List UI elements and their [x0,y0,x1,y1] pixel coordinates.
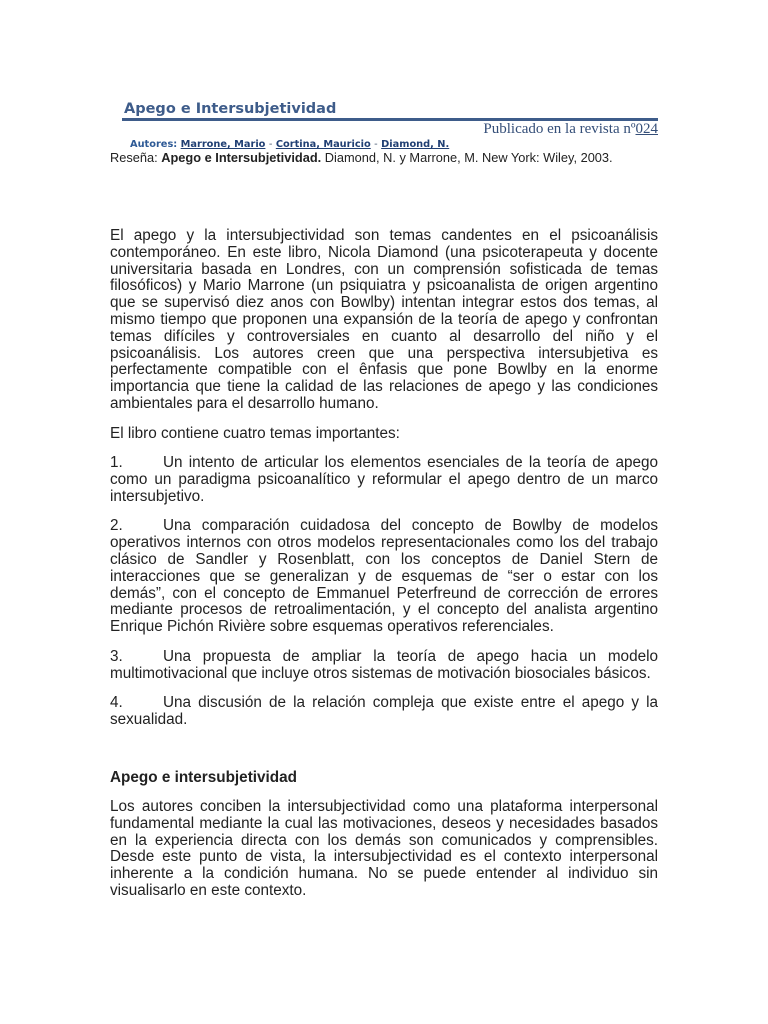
paragraph-line [110,569,658,586]
list-number: 4. [110,694,123,712]
paragraph-line [110,245,658,262]
line-text: que se supervisó diez anos con Bowlby) intentan integrar estos dos temas, al [110,294,658,312]
paragraph-line [110,472,658,489]
line-text: Una discusión de la relación compleja que existe entre el apego y la [163,694,658,712]
paragraph-line [110,455,658,472]
line-text: Una propuesta de ampliar la teoría de apego hacia un modelo [163,647,658,665]
paragraph-line [110,666,658,683]
line-text: clásico de Sandler y Rosenblatt, con los conceptos de Daniel Stern de [110,550,658,568]
paragraph-line [110,329,658,346]
author-separator: - [374,139,378,150]
paragraph-line [110,816,658,833]
line-text: visualisarlo en este contexto. [110,881,307,899]
author-link-cortina[interactable]: Cortina, Mauricio [275,139,371,150]
paragraph-line: El libro contiene cuatro temas importantes: [110,424,400,442]
paragraph-line [110,849,658,866]
line-text: Enrique Pichón Rivière sobre esquemas operativos referenciales. [110,618,554,636]
paragraph-line [110,262,658,279]
line-text: multimotivacional que incluye otros sistemas de motivación biosociales básicos. [110,664,651,682]
paragraph-line [110,379,658,396]
paragraph-line [110,866,658,883]
line-text: inherente a la condición humana. No se puede entender al individuo sin [110,865,658,883]
line-text: Desde este punto de vista, la intersubjectividad es el contexto interpersonal [110,848,658,866]
paragraph-line [110,883,658,900]
review-line [110,151,613,165]
line-text: como un paradigma psicoanalítico y reformular el apego dentro de un marco [110,470,658,488]
intro-paragraph [110,228,658,413]
list-number: 3. [110,647,123,665]
list-number: 2. [110,517,123,535]
paragraph-line [110,695,658,712]
paragraph-line [110,362,658,379]
line-text: operativos internos con otros modelos representacionales como los del trabajo [110,534,658,552]
paragraph-line [110,489,658,506]
paragraph-line [110,518,658,535]
list-item [110,518,658,636]
line-text: en la experiencia directa con los demás son comunicados y comprensibles. [110,831,658,849]
paragraph-line [110,649,658,666]
list-item [110,455,658,505]
line-text: temas difíciles y controversiales en cuanto al desarrollo del niño y el [110,327,658,345]
line-text: Un intento de articular los elementos esenciales de la teoría de apego [163,454,658,472]
line-text: perfectamente compatible con el ênfasis que pone Bowlby en la enorme [110,361,658,379]
line-text: El apego y la intersubjectividad son temas candentes en el psicoanálisis [110,227,658,244]
line-text: filosóficos) y Mario Marrone (un psiquiatra y psicoanalista de origen argentino [110,277,658,295]
line-text: sexualidad. [110,710,188,728]
review-title: Apego e Intersubjetividad. [161,150,322,165]
paragraph-line [110,396,658,413]
paragraph-line [110,602,658,619]
line-text: contemporáneo. En este libro, Nicola Diamond (una psicoterapeuta y docente [110,243,658,261]
section-paragraph [110,799,658,900]
author-separator: - [268,139,273,150]
line-text: demás”, con el concepto de Emmanuel Peterfreund de corrección de errores [110,584,658,602]
published-label: Publicado en la revista nº [483,121,636,137]
paragraph-line [110,833,658,850]
line-text: psicoanálisis. Los autores creen que una perspectiva intersubjetiva es [110,344,658,362]
paragraph-line [110,712,658,729]
line-text: Una comparación cuidadosa del concepto de Bowlby de modelos [163,517,658,535]
section-intersubjetividad [110,770,658,913]
list-intro-paragraph [110,426,658,443]
paragraph-line [110,799,658,816]
line-text: mismo tiempo que proponen una expansión de la teoría de apego y confrontan [110,310,658,328]
line-text: universitaria basada en Londres, con un comprensión sofisticada de temas [110,260,658,278]
paragraph-line [110,586,658,603]
line-text: interacciones que se generalizan y de esquemas de “ser o estar con los [110,567,658,585]
line-text: Los autores conciben la intersubjectividad como una plataforma interpersonal [110,797,658,815]
article-body [110,228,658,742]
paragraph-line [110,228,658,245]
line-text: fundamental mediante la cual las motivaciones, deseos y necesidades basados [110,814,658,832]
paragraph-line [110,295,658,312]
line-text: mediante procesos de retroalimentación, y el concepto del analista argentino [110,601,658,619]
paragraph-line [110,346,658,363]
list-item [110,649,658,683]
author-link-diamond[interactable]: Diamond, N. [381,139,450,150]
list-number: 1. [110,454,123,472]
line-text: intersubjetivo. [110,487,205,505]
authors-label: Autores: [130,139,178,150]
line-text: importancia que tiene la calidad de las relaciones de apego y las condiciones [110,378,658,396]
paragraph-line [110,619,658,636]
author-link-marrone[interactable]: Marrone, Mario [180,139,266,150]
publication-info [483,121,658,137]
article-title: Apego e Intersubjetividad [124,101,337,117]
line-text: ambientales para el desarrollo humano. [110,394,379,412]
paragraph-line [110,278,658,295]
section-heading: Apego e intersubjetividad [110,769,297,786]
review-citation: Diamond, N. y Marrone, M. New York: Wiley, 2003. [324,150,613,165]
review-label: Reseña: [110,150,158,165]
paragraph-line [110,312,658,329]
list-item [110,695,658,729]
paragraph-line [110,535,658,552]
issue-link[interactable]: 024 [635,121,658,137]
paragraph-line [110,552,658,569]
